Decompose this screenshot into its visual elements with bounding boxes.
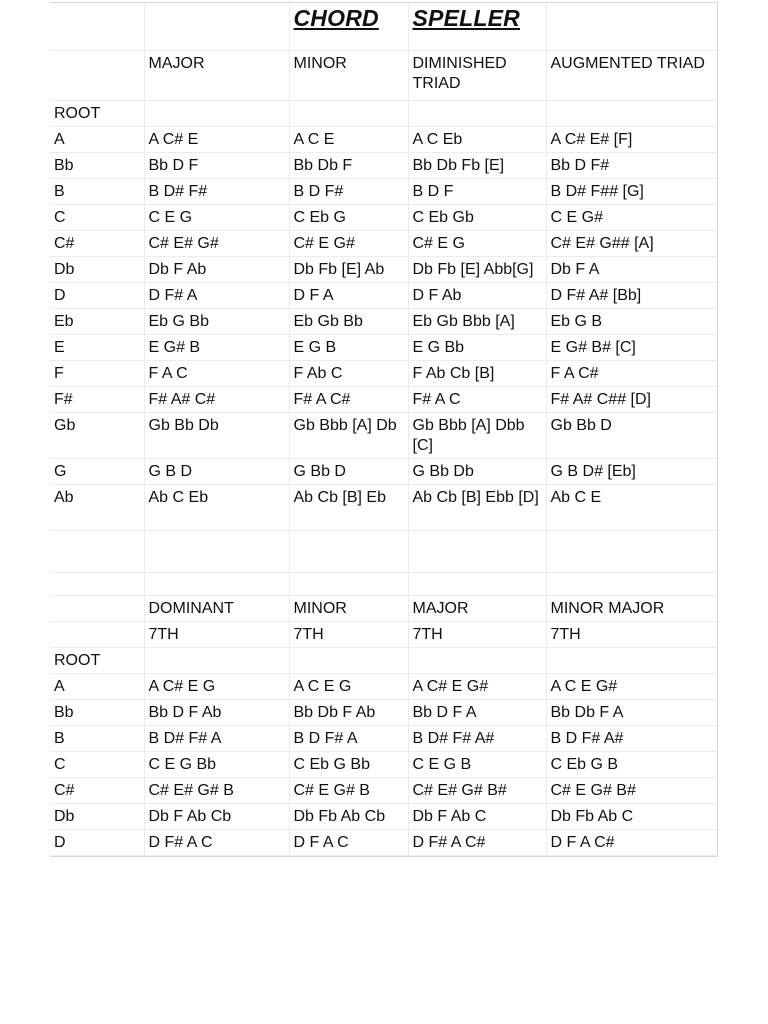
section2-header-cell: 7TH: [144, 622, 289, 648]
chord-spelling-cell: Gb Bbb [A] Dbb [C]: [408, 413, 546, 459]
root-note-cell: Eb: [50, 309, 144, 335]
section2-header-cell: MINOR MAJOR: [546, 596, 717, 622]
chord-spelling-cell: Eb G B: [546, 309, 717, 335]
chord-spelling-cell: C E G: [144, 205, 289, 231]
chord-spelling-cell: B D F: [408, 179, 546, 205]
chord-spelling-cell: D F A C#: [546, 830, 717, 856]
chord-spelling-cell: Db F Ab C: [408, 804, 546, 830]
chord-spelling-cell: C# E G# B: [289, 778, 408, 804]
chord-row: [50, 778, 717, 804]
chord-row: [50, 804, 717, 830]
chord-spelling-cell: F# A# C#: [144, 387, 289, 413]
chord-spelling-cell: A C# E G#: [408, 674, 546, 700]
section1-rows: [50, 127, 717, 531]
chord-spelling-cell: D F A: [289, 283, 408, 309]
root-note-cell: Ab: [50, 485, 144, 531]
section1-root-row: [50, 101, 717, 127]
chord-spelling-cell: B D F#: [289, 179, 408, 205]
chord-spelling-cell: Gb Bb Db: [144, 413, 289, 459]
chord-spelling-cell: G Bb Db: [408, 459, 546, 485]
chord-row: [50, 127, 717, 153]
chord-spelling-cell: Db F Ab: [144, 257, 289, 283]
chord-spelling-cell: C Eb G Bb: [289, 752, 408, 778]
chord-row: [50, 830, 717, 856]
chord-spelling-cell: Bb Db F A: [546, 700, 717, 726]
chord-spelling-cell: B D# F# A#: [408, 726, 546, 752]
chord-row: [50, 205, 717, 231]
chord-spelling-cell: D F A C: [289, 830, 408, 856]
chord-spelling-cell: A C E G: [289, 674, 408, 700]
chord-spelling-cell: Bb Db F: [289, 153, 408, 179]
spacer-row: [50, 531, 717, 573]
chord-spelling-cell: E G B: [289, 335, 408, 361]
section2-header-cell: DOMINANT: [144, 596, 289, 622]
section2-rows: [50, 674, 717, 856]
root-note-cell: C: [50, 205, 144, 231]
title-row: [50, 3, 717, 51]
chord-spelling-cell: C Eb Gb: [408, 205, 546, 231]
chord-table: [50, 3, 717, 856]
section2-header-cell: 7TH: [408, 622, 546, 648]
section2-header-cell: [50, 622, 144, 648]
chord-spelling-cell: Bb Db F Ab: [289, 700, 408, 726]
chord-spelling-cell: C# E G: [408, 231, 546, 257]
chord-row: [50, 387, 717, 413]
chord-spelling-cell: E G Bb: [408, 335, 546, 361]
section1-header-cell: [50, 51, 144, 101]
chord-spelling-cell: Ab Cb [B] Eb: [289, 485, 408, 531]
chord-spelling-cell: E G# B# [C]: [546, 335, 717, 361]
chord-row: [50, 335, 717, 361]
chord-spelling-cell: Db Fb [E] Abb[G]: [408, 257, 546, 283]
chord-spelling-cell: D F# A# [Bb]: [546, 283, 717, 309]
chord-spelling-cell: A C# E G: [144, 674, 289, 700]
root-note-cell: D: [50, 283, 144, 309]
chord-spelling-cell: Gb Bb D: [546, 413, 717, 459]
section1-header-cell: AUGMENTED TRIAD: [546, 51, 717, 101]
chord-spelling-cell: D F# A C#: [408, 830, 546, 856]
chord-spelling-cell: F A C: [144, 361, 289, 387]
root-note-cell: C#: [50, 231, 144, 257]
chord-spelling-cell: Eb G Bb: [144, 309, 289, 335]
chord-row: [50, 674, 717, 700]
chord-spelling-cell: Db F Ab Cb: [144, 804, 289, 830]
section2-header-cell: 7TH: [289, 622, 408, 648]
chord-spelling-cell: F# A C: [408, 387, 546, 413]
section2-root-row: [50, 648, 717, 674]
chord-spelling-cell: Bb D F#: [546, 153, 717, 179]
chord-spelling-cell: C E G#: [546, 205, 717, 231]
root-label: ROOT: [50, 648, 144, 674]
chord-spelling-cell: Eb Gb Bb: [289, 309, 408, 335]
chord-spelling-cell: D F# A: [144, 283, 289, 309]
chord-spelling-cell: A C# E: [144, 127, 289, 153]
chord-spelling-cell: C# E# G# B#: [408, 778, 546, 804]
root-note-cell: F#: [50, 387, 144, 413]
spacer-row: [50, 573, 717, 596]
chord-spelling-cell: B D F# A: [289, 726, 408, 752]
chord-spelling-cell: Db Fb Ab Cb: [289, 804, 408, 830]
chord-spelling-cell: Db Fb Ab C: [546, 804, 717, 830]
root-note-cell: Bb: [50, 153, 144, 179]
root-note-cell: Bb: [50, 700, 144, 726]
section2-header-row-2: [50, 622, 717, 648]
chord-spelling-cell: Bb D F Ab: [144, 700, 289, 726]
chord-spelling-cell: C E G B: [408, 752, 546, 778]
root-note-cell: Db: [50, 804, 144, 830]
chord-spelling-cell: B D F# A#: [546, 726, 717, 752]
chord-spelling-cell: Bb Db Fb [E]: [408, 153, 546, 179]
chord-spelling-cell: G B D: [144, 459, 289, 485]
section1-header-row: [50, 51, 717, 101]
chord-spelling-cell: B D# F## [G]: [546, 179, 717, 205]
root-note-cell: B: [50, 179, 144, 205]
chord-spelling-cell: C E G Bb: [144, 752, 289, 778]
root-note-cell: A: [50, 674, 144, 700]
root-label: ROOT: [50, 101, 144, 127]
title-word-speller: SPELLER: [412, 5, 520, 31]
section1-header-cell: DIMINISHED TRIAD: [408, 51, 546, 101]
section2-header-cell: MAJOR: [408, 596, 546, 622]
chord-speller-sheet: [50, 2, 718, 857]
root-note-cell: C: [50, 752, 144, 778]
section1-header-cell: MINOR: [289, 51, 408, 101]
chord-spelling-cell: B D# F# A: [144, 726, 289, 752]
chord-spelling-cell: Ab Cb [B] Ebb [D]: [408, 485, 546, 531]
root-note-cell: D: [50, 830, 144, 856]
section2-header-cell: MINOR: [289, 596, 408, 622]
chord-spelling-cell: Bb D F A: [408, 700, 546, 726]
chord-spelling-cell: C Eb G: [289, 205, 408, 231]
chord-row: [50, 153, 717, 179]
chord-spelling-cell: C# E G#: [289, 231, 408, 257]
title-word-chord: CHORD: [293, 5, 379, 31]
root-note-cell: F: [50, 361, 144, 387]
chord-spelling-cell: C# E# G## [A]: [546, 231, 717, 257]
root-note-cell: A: [50, 127, 144, 153]
chord-row: [50, 700, 717, 726]
chord-spelling-cell: F Ab C: [289, 361, 408, 387]
chord-row: [50, 459, 717, 485]
chord-spelling-cell: B D# F#: [144, 179, 289, 205]
chord-spelling-cell: C# E G# B#: [546, 778, 717, 804]
chord-spelling-cell: A C E: [289, 127, 408, 153]
section1-header-cell: MAJOR: [144, 51, 289, 101]
chord-spelling-cell: Ab C Eb: [144, 485, 289, 531]
chord-spelling-cell: F Ab Cb [B]: [408, 361, 546, 387]
chord-spelling-cell: Db Fb [E] Ab: [289, 257, 408, 283]
chord-spelling-cell: A C# E# [F]: [546, 127, 717, 153]
section2-header-cell: 7TH: [546, 622, 717, 648]
chord-row: [50, 752, 717, 778]
chord-spelling-cell: E G# B: [144, 335, 289, 361]
chord-spelling-cell: Eb Gb Bbb [A]: [408, 309, 546, 335]
chord-spelling-cell: A C Eb: [408, 127, 546, 153]
root-note-cell: B: [50, 726, 144, 752]
chord-row: [50, 726, 717, 752]
chord-row: [50, 179, 717, 205]
chord-spelling-cell: D F Ab: [408, 283, 546, 309]
root-note-cell: C#: [50, 778, 144, 804]
chord-row: [50, 413, 717, 459]
chord-spelling-cell: C# E# G# B: [144, 778, 289, 804]
chord-spelling-cell: F# A C#: [289, 387, 408, 413]
chord-spelling-cell: D F# A C: [144, 830, 289, 856]
chord-spelling-cell: Gb Bbb [A] Db: [289, 413, 408, 459]
chord-spelling-cell: F# A# C## [D]: [546, 387, 717, 413]
chord-spelling-cell: F A C#: [546, 361, 717, 387]
root-note-cell: Gb: [50, 413, 144, 459]
chord-spelling-cell: G B D# [Eb]: [546, 459, 717, 485]
section2-header-row-1: [50, 596, 717, 622]
root-note-cell: G: [50, 459, 144, 485]
section2-header-cell: [50, 596, 144, 622]
chord-spelling-cell: C Eb G B: [546, 752, 717, 778]
chord-spelling-cell: Db F A: [546, 257, 717, 283]
root-note-cell: Db: [50, 257, 144, 283]
chord-row: [50, 485, 717, 531]
chord-spelling-cell: C# E# G#: [144, 231, 289, 257]
root-note-cell: E: [50, 335, 144, 361]
chord-row: [50, 283, 717, 309]
chord-row: [50, 361, 717, 387]
chord-spelling-cell: G Bb D: [289, 459, 408, 485]
chord-spelling-cell: Ab C E: [546, 485, 717, 531]
chord-spelling-cell: A C E G#: [546, 674, 717, 700]
chord-row: [50, 257, 717, 283]
chord-spelling-cell: Bb D F: [144, 153, 289, 179]
chord-row: [50, 309, 717, 335]
chord-row: [50, 231, 717, 257]
